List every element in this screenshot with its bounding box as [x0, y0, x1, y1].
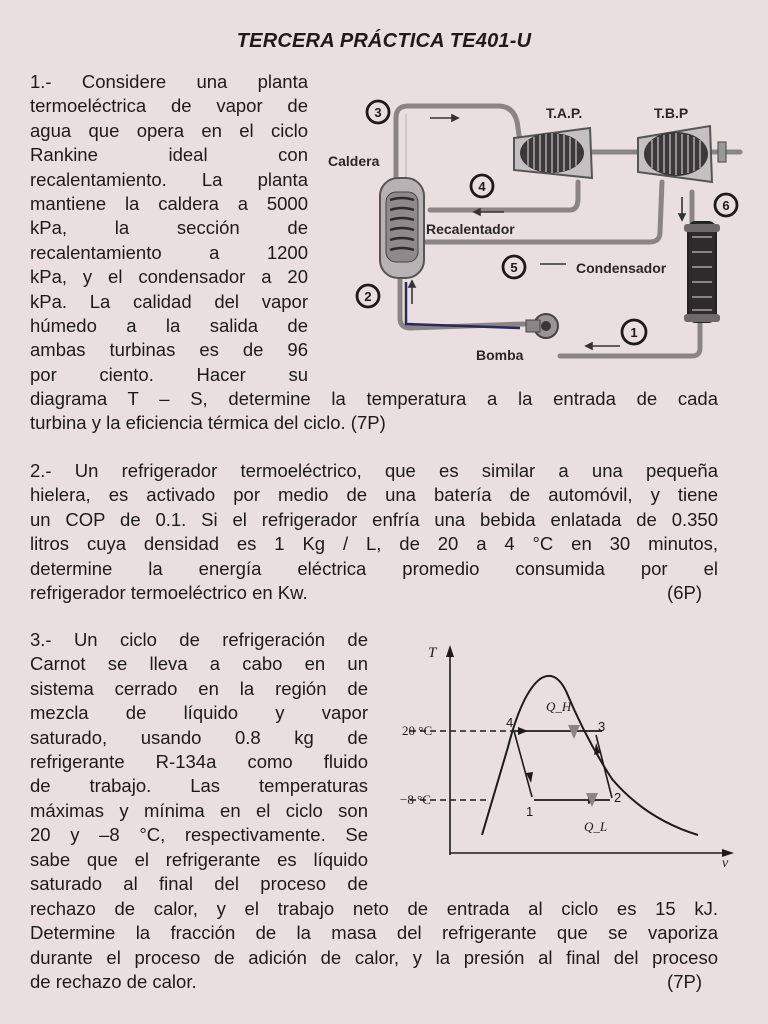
pump-icon — [526, 314, 558, 338]
state-2-label: 2 — [364, 289, 372, 304]
problem-1-line: por ciento. Hacer su — [30, 363, 308, 385]
t-axis-label: T — [428, 645, 437, 661]
problem-3-line: durante el proceso de adición de calor, y la presión al final del proceso — [30, 946, 718, 968]
arrow-3-4 — [518, 727, 528, 735]
problem-3-line: saturado al final del proceso de — [30, 873, 368, 895]
pipe-2-inner — [406, 282, 520, 328]
state-3-label: 3 — [374, 105, 382, 120]
pipe-2 — [400, 277, 524, 328]
problem-3-line: mezcla de líquido y vapor — [30, 702, 368, 724]
problem-1-line: kPa, y el condensador a 20 — [30, 266, 308, 288]
condenser-icon — [684, 222, 720, 322]
label-bomba: Bomba — [476, 347, 524, 363]
problem-2-text — [30, 459, 718, 605]
problem-1-line: termoeléctrica de vapor de — [30, 95, 308, 117]
problem-1-text — [30, 70, 308, 387]
problem-2-line: determine la energía eléctrica promedio consumida por el — [30, 557, 718, 579]
problem-3-line: Carnot se lleva a cabo en un — [30, 653, 368, 675]
problem-1-line: turbina y la eficiencia térmica del ciclo. (7P) — [30, 412, 386, 434]
label-tap: T.A.P. — [546, 105, 583, 121]
state-2-label: 2 — [614, 790, 622, 805]
problem-3-line: de rechazo de calor. — [30, 971, 197, 993]
problem-3-line: 20 y –8 °C, respectivamente. Se — [30, 824, 368, 846]
problem-2-line: 2.- Un refrigerador termoeléctrico, que es similar a una pequeña — [30, 460, 718, 481]
process-2-3 — [596, 735, 612, 798]
problem-1-line: agua que opera en el ciclo — [30, 119, 308, 141]
label-recalentador: Recalentador — [426, 221, 515, 237]
problem-1-line: Rankine ideal con — [30, 144, 308, 166]
q-h-label: Q_H — [546, 699, 572, 714]
high-pressure-turbine-icon — [514, 128, 592, 178]
boiler-icon — [380, 178, 424, 278]
problem-3-line: sabe que el refrigerante es líquido — [30, 848, 368, 870]
t-high-label: 20 °C — [402, 723, 433, 738]
state-4-label: 4 — [478, 179, 486, 194]
problem-2-line: litros cuya densidad es 1 Kg / L, de 20 a 4 °C en 30 minutos, — [30, 533, 718, 555]
state-6-label: 6 — [722, 198, 730, 213]
label-condensador: Condensador — [576, 260, 667, 276]
state-3-label: 3 — [598, 719, 606, 734]
problem-2-line: un COP de 0.1. Si el refrigerador enfría una bebida enlatada de 0.350 — [30, 508, 718, 530]
rankine-plant-diagram — [320, 92, 750, 372]
process-4-1 — [514, 731, 532, 797]
problem-3-line: refrigerante R-134a como fluido — [30, 751, 368, 773]
problem-1-continuation — [30, 387, 718, 436]
t-v-diagram — [390, 635, 750, 875]
v-axis-label: v — [722, 856, 729, 871]
t-axis-arrow — [446, 645, 454, 657]
problem-1-line: diagrama T – S, determine la temperatura a la entrada de cada — [30, 388, 718, 409]
problem-3-line: de trabajo. Las temperaturas — [30, 775, 368, 797]
pipe-4 — [430, 182, 578, 210]
heat-out-arrow-icon — [568, 725, 580, 739]
state-4-label: 4 — [506, 715, 514, 730]
problem-1-line: recalentamiento a 1200 — [30, 241, 308, 263]
problem-3-line: Determine la fracción de la masa del refrigerante que se vaporiza — [30, 922, 718, 944]
problem-1-line: mantiene la caldera a 5000 — [30, 193, 308, 215]
state-1-label: 1 — [630, 325, 638, 340]
problem-1-line: recalentamiento. La planta — [30, 168, 308, 190]
problem-1-line: 1.- Considere una planta — [30, 71, 308, 92]
page-title: TERCERA PRÁCTICA TE401-U — [236, 30, 532, 52]
problem-3-line: 3.- Un ciclo de refrigeración de — [30, 629, 368, 650]
problem-1-line: ambas turbinas es de 96 — [30, 339, 308, 361]
saturation-dome — [482, 676, 698, 835]
state-5-label: 5 — [510, 260, 518, 275]
problem-3-line: máximas y mínima en el ciclo son — [30, 799, 368, 821]
problem-3-line: saturado, usando 0.8 kg de — [30, 726, 368, 748]
state-1-label: 1 — [526, 804, 534, 819]
t-low-label: −8 °C — [400, 792, 431, 807]
problem-2-points: (6P) — [667, 582, 702, 604]
problem-3-continuation — [30, 897, 718, 995]
problem-2-line: hielera, es activado por medio de una batería de automóvil, y tiene — [30, 484, 718, 506]
label-tbp: T.B.P — [654, 105, 689, 121]
problem-3-points: (7P) — [667, 971, 702, 993]
problem-1-line: kPa. La calidad del vapor — [30, 290, 308, 312]
problem-3-line: rechazo de calor, y el trabajo neto de entrada al ciclo es 15 kJ. — [30, 898, 718, 919]
problem-1-line: húmedo a la salida de — [30, 315, 308, 337]
problem-1-line: kPa, la sección de — [30, 217, 308, 239]
problem-2-line: refrigerador termoeléctrico en Kw. — [30, 582, 308, 604]
problem-3-line: sistema cerrado en la región de — [30, 677, 368, 699]
q-l-label: Q_L — [584, 819, 608, 834]
problem-3-text — [30, 628, 368, 896]
label-caldera: Caldera — [328, 153, 380, 169]
